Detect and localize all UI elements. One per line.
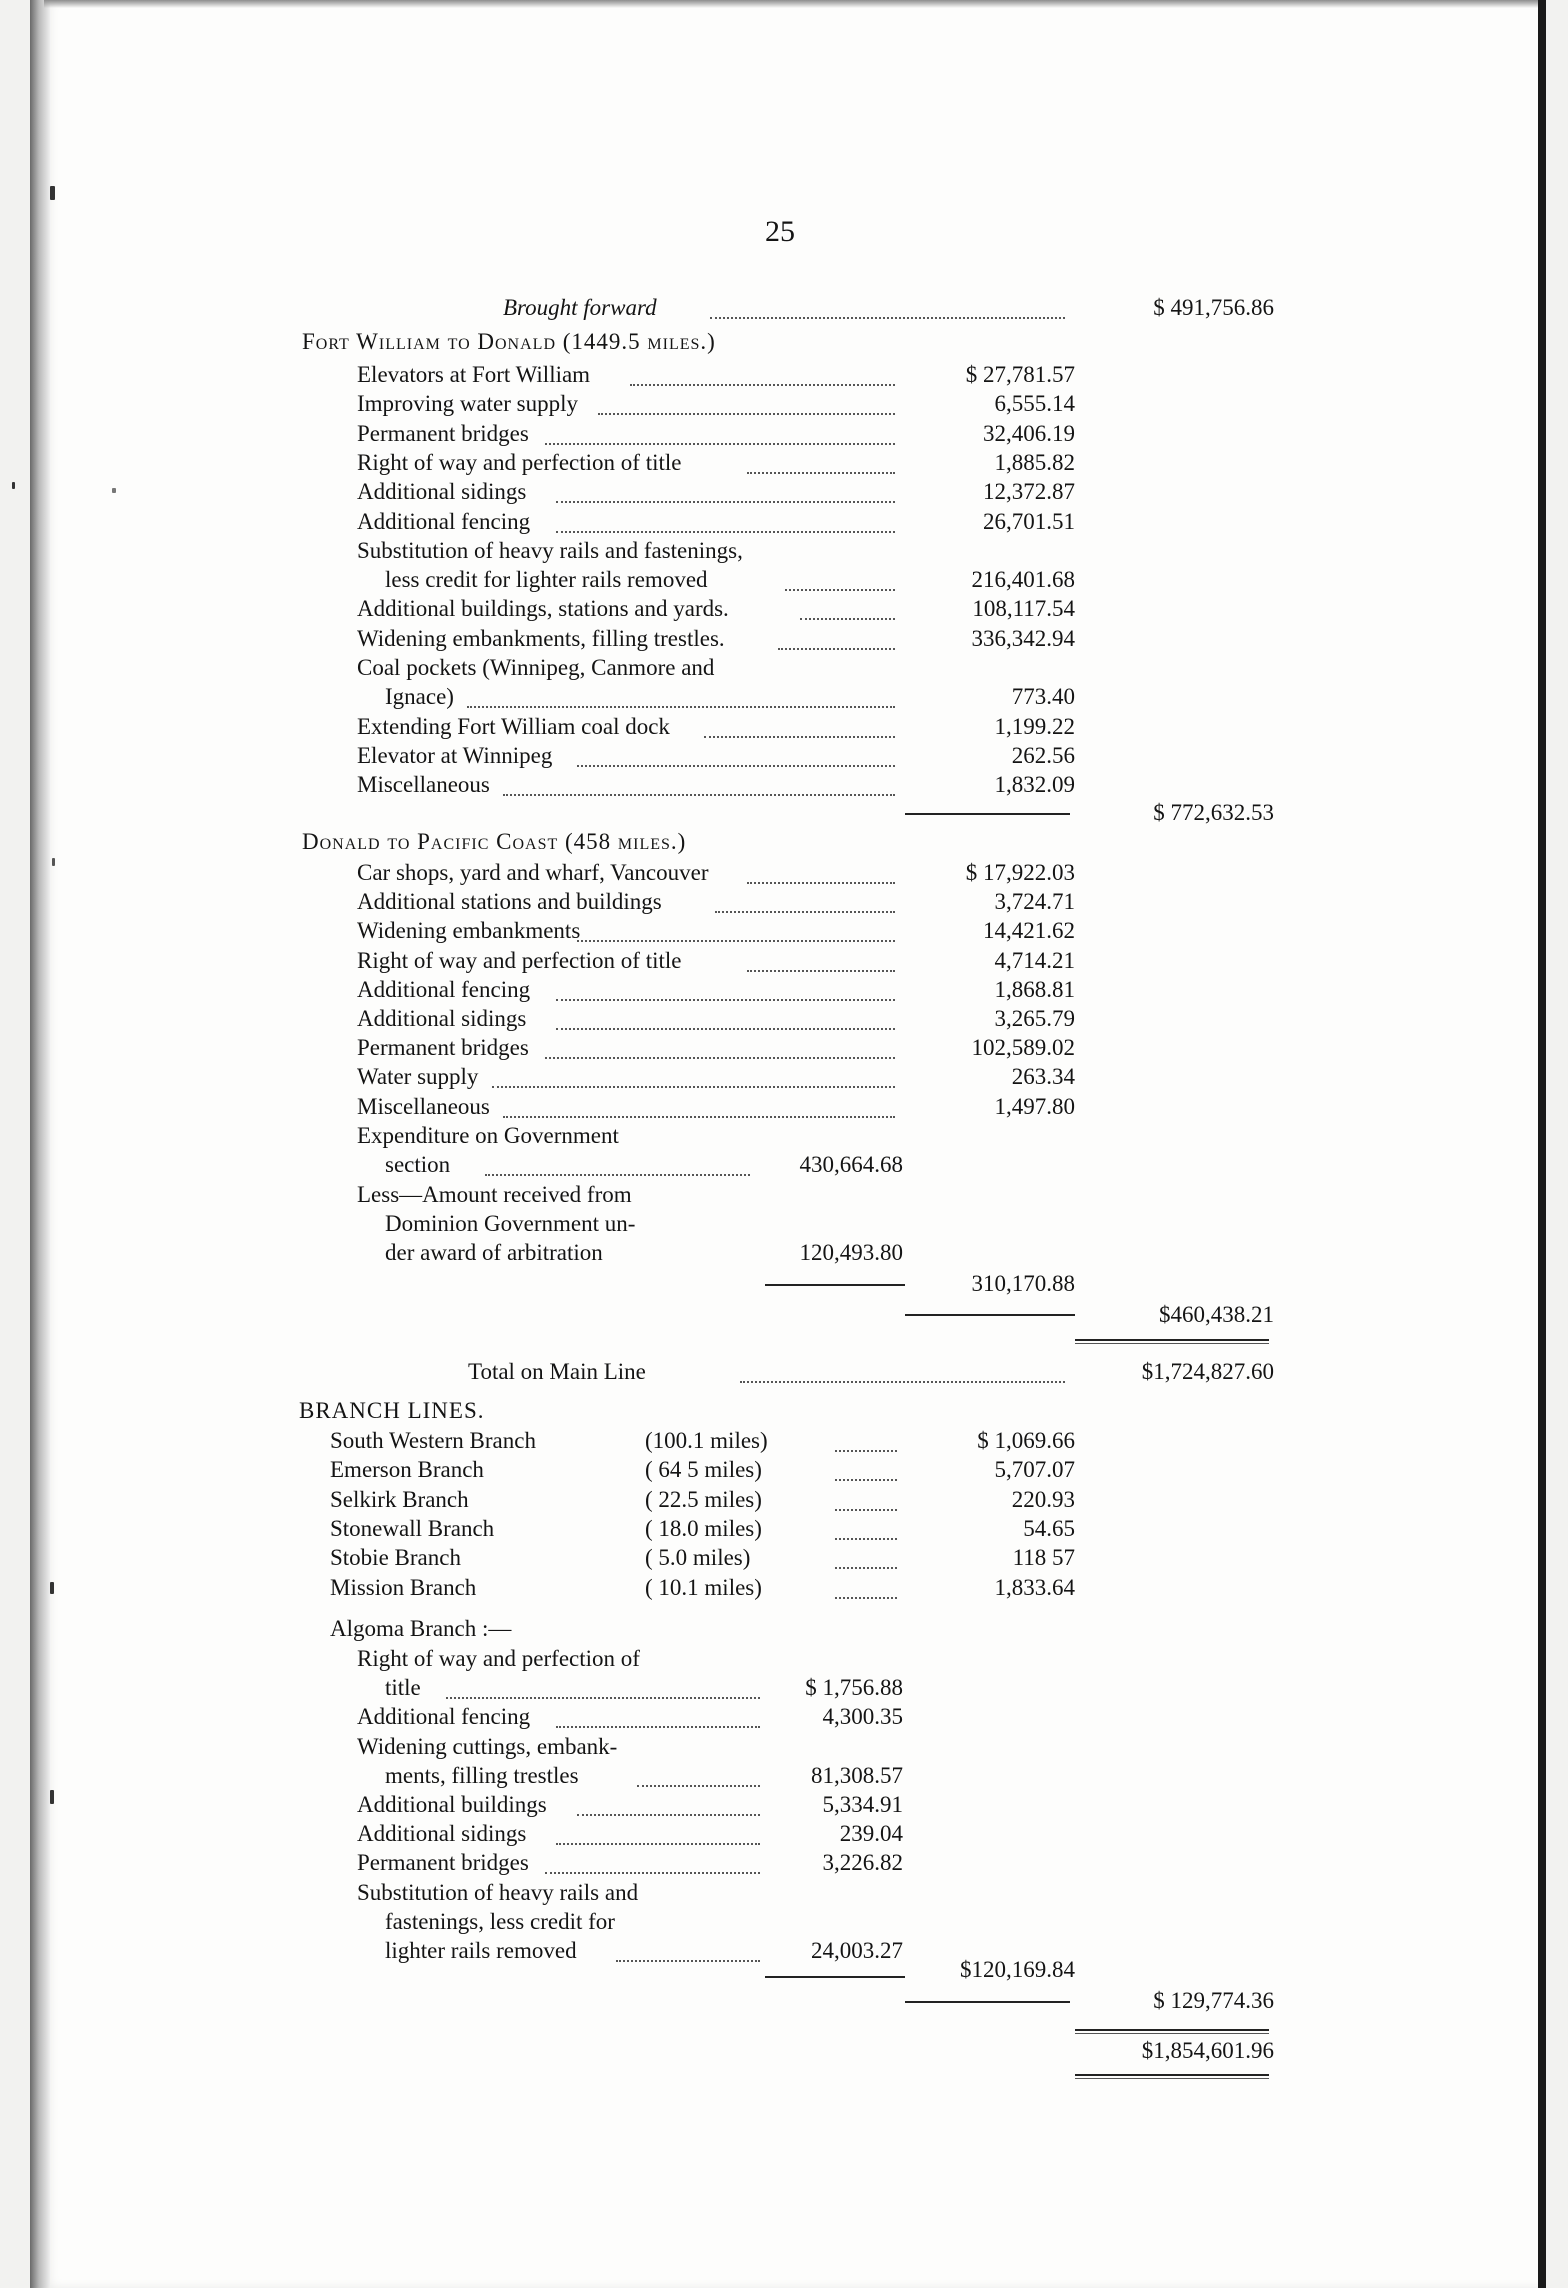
gov-expenditure-line1: Expenditure on Government <box>357 1123 619 1148</box>
line-item-label: Elevator at Winnipeg <box>357 743 553 768</box>
line-item-amount: 1,868.81 <box>994 977 1075 1002</box>
algoma-item-label: Widening cuttings, embank- <box>357 1734 618 1759</box>
line-item-amount: 1,199.22 <box>994 714 1075 739</box>
gov-expenditure-amount: 430,664.68 <box>799 1152 903 1177</box>
line-item-amount: 26,701.51 <box>983 509 1075 534</box>
line-item-amount: $ 17,922.03 <box>965 860 1075 885</box>
line-item-label: Additional sidings <box>357 1006 527 1031</box>
algoma-total: $120,169.84 <box>960 1957 1075 1982</box>
branch-name: Selkirk Branch <box>330 1487 469 1512</box>
line-item-amount: 336,342.94 <box>971 626 1075 651</box>
dot-leader <box>446 1697 760 1699</box>
branch-miles: ( 22.5 miles) <box>645 1487 762 1512</box>
dot-leader <box>747 472 895 474</box>
line-item-label: Miscellaneous <box>357 772 490 797</box>
dot-leader <box>616 1960 760 1962</box>
dot-leader <box>835 1538 897 1540</box>
page-number: 25 <box>765 215 795 248</box>
line-item-amount: 263.34 <box>1011 1064 1075 1089</box>
line-item-amount: 1,832.09 <box>994 772 1075 797</box>
dot-leader <box>545 1872 760 1874</box>
branch-amount: 5,707.07 <box>994 1457 1075 1482</box>
line-item-amount: 32,406.19 <box>983 421 1075 446</box>
grand-total-rule <box>1075 2029 1269 2034</box>
algoma-item-amount: 3,226.82 <box>822 1850 903 1875</box>
algoma-item-amount: 5,334.91 <box>822 1792 903 1817</box>
algoma-branch-heading: Algoma Branch :— <box>330 1616 512 1641</box>
grand-total: $1,854,601.96 <box>1141 2038 1274 2063</box>
main-line-total-amount: $1,724,827.60 <box>1141 1359 1274 1384</box>
dot-leader <box>598 413 895 415</box>
less-amount-line2: Dominion Government un- <box>385 1211 636 1236</box>
dot-leader <box>577 940 895 942</box>
section2-inner-rule <box>765 1284 905 1286</box>
line-item-label: Permanent bridges <box>357 421 529 446</box>
dot-leader <box>556 1726 760 1728</box>
line-item-label: Additional buildings, stations and yards. <box>357 596 729 621</box>
section-heading-donald: Donald to Pacific Coast (458 miles.) <box>302 829 687 854</box>
section-heading-fort-william: Fort William to Donald (1449.5 miles.) <box>302 329 716 354</box>
section2-total: $460,438.21 <box>1159 1302 1274 1327</box>
dot-leader <box>835 1567 897 1569</box>
branch-miles: ( 5.0 miles) <box>645 1545 751 1570</box>
algoma-item-amount: 4,300.35 <box>822 1704 903 1729</box>
dot-leader <box>710 317 1065 319</box>
section1-total: $ 772,632.53 <box>1153 800 1274 825</box>
line-item-amount: 773.40 <box>1011 684 1075 709</box>
algoma-item-label: fastenings, less credit for <box>385 1909 615 1934</box>
dot-leader <box>637 1785 760 1787</box>
dot-leader <box>556 531 895 533</box>
brought-forward-amount: $ 491,756.86 <box>1153 295 1274 320</box>
dot-leader <box>704 736 895 738</box>
branch-amount: 220.93 <box>1011 1487 1075 1512</box>
line-item-amount: 4,714.21 <box>994 948 1075 973</box>
line-item-label: less credit for lighter rails removed <box>385 567 708 592</box>
branch-lines-heading: BRANCH LINES. <box>299 1398 485 1423</box>
dot-leader <box>545 1057 895 1059</box>
line-item-label: Additional sidings <box>357 479 527 504</box>
page-top-edge <box>44 0 1544 8</box>
algoma-item-label: Additional buildings <box>357 1792 547 1817</box>
scan-speck <box>50 186 55 200</box>
brought-forward-label: Brought forward <box>503 295 657 320</box>
line-item-label: Additional fencing <box>357 977 531 1002</box>
dot-leader <box>835 1509 897 1511</box>
dot-leader <box>747 970 895 972</box>
branch-amount: 118 57 <box>1012 1545 1075 1570</box>
branch-amount: $ 1,069.66 <box>977 1428 1075 1453</box>
dot-leader <box>485 1174 750 1176</box>
branch-name: Mission Branch <box>330 1575 477 1600</box>
branch-miles: (100.1 miles) <box>645 1428 768 1453</box>
line-item-label: Car shops, yard and wharf, Vancouver <box>357 860 709 885</box>
grand-total-double-rule <box>1075 2074 1269 2079</box>
line-item-label: Miscellaneous <box>357 1094 490 1119</box>
section2-subtotal-rule <box>905 1314 1075 1316</box>
branch-miles: ( 10.1 miles) <box>645 1575 762 1600</box>
line-item-amount: 1,497.80 <box>994 1094 1075 1119</box>
algoma-item-label: lighter rails removed <box>385 1938 577 1963</box>
dot-leader <box>785 589 895 591</box>
scan-speck <box>50 1582 54 1594</box>
algoma-item-label: Additional sidings <box>357 1821 527 1846</box>
line-item-amount: 1,885.82 <box>994 450 1075 475</box>
less-amount-line1: Less—Amount received from <box>357 1182 632 1207</box>
scan-speck <box>12 482 15 489</box>
line-item-amount: 3,265.79 <box>994 1006 1075 1031</box>
scan-speck <box>112 488 116 493</box>
line-item-label: Additional stations and buildings <box>357 889 662 914</box>
dot-leader <box>545 443 895 445</box>
scan-speck <box>50 1790 54 1804</box>
branch-amount: 54.65 <box>1023 1516 1075 1541</box>
line-item-label: Additional fencing <box>357 509 531 534</box>
line-item-amount: 262.56 <box>1011 743 1075 768</box>
line-item-label: Right of way and perfection of title <box>357 450 682 475</box>
dot-leader <box>835 1597 897 1599</box>
algoma-item-label: title <box>385 1675 421 1700</box>
dot-leader <box>715 911 895 913</box>
book-binding <box>30 0 50 2288</box>
algoma-item-label: Right of way and perfection of <box>357 1646 640 1671</box>
line-item-label: Ignace) <box>385 684 454 709</box>
line-item-amount: 102,589.02 <box>971 1035 1075 1060</box>
algoma-inner-rule <box>765 1976 905 1978</box>
dot-leader <box>492 1086 895 1088</box>
algoma-item-amount: $ 1,756.88 <box>805 1675 903 1700</box>
algoma-item-amount: 24,003.27 <box>811 1938 903 1963</box>
dot-leader <box>467 706 895 708</box>
line-item-amount: $ 27,781.57 <box>965 362 1075 387</box>
line-item-amount: 6,555.14 <box>994 391 1075 416</box>
line-item-amount: 14,421.62 <box>983 918 1075 943</box>
dot-leader <box>835 1450 897 1452</box>
line-item-label: Coal pockets (Winnipeg, Canmore and <box>357 655 715 680</box>
line-item-label: Water supply <box>357 1064 479 1089</box>
branch-total: $ 129,774.36 <box>1153 1988 1274 2013</box>
line-item-label: Permanent bridges <box>357 1035 529 1060</box>
algoma-item-amount: 81,308.57 <box>811 1763 903 1788</box>
line-item-label: Substitution of heavy rails and fastenings, <box>357 538 743 563</box>
dot-leader <box>556 999 895 1001</box>
dot-leader <box>778 648 895 650</box>
dot-leader <box>740 1381 1065 1383</box>
line-item-label: Right of way and perfection of title <box>357 948 682 973</box>
branch-amount: 1,833.64 <box>994 1575 1075 1600</box>
line-item-amount: 12,372.87 <box>983 479 1075 504</box>
line-item-amount: 3,724.71 <box>994 889 1075 914</box>
dot-leader <box>800 618 895 620</box>
line-item-label: Widening embankments <box>357 918 581 943</box>
algoma-item-amount: 239.04 <box>839 1821 903 1846</box>
dot-leader <box>630 384 895 386</box>
algoma-item-label: Substitution of heavy rails and <box>357 1880 639 1905</box>
dot-leader <box>556 1843 760 1845</box>
page-right-edge <box>1538 0 1546 2288</box>
main-line-total-label: Total on Main Line <box>468 1359 646 1384</box>
algoma-item-label: Additional fencing <box>357 1704 531 1729</box>
algoma-item-label: ments, filling trestles <box>385 1763 579 1788</box>
dot-leader <box>835 1479 897 1481</box>
line-item-amount: 108,117.54 <box>972 596 1075 621</box>
branch-name: Stobie Branch <box>330 1545 461 1570</box>
dot-leader <box>747 882 895 884</box>
scan-speck <box>52 858 55 866</box>
dot-leader <box>503 1116 895 1118</box>
dot-leader <box>556 1028 895 1030</box>
branch-name: South Western Branch <box>330 1428 536 1453</box>
gov-expenditure-line2: section <box>385 1152 451 1177</box>
section1-subtotal-rule <box>905 813 1070 815</box>
line-item-label: Widening embankments, filling trestles. <box>357 626 725 651</box>
dot-leader <box>577 1814 760 1816</box>
line-item-label: Extending Fort William coal dock <box>357 714 670 739</box>
branch-name: Emerson Branch <box>330 1457 484 1482</box>
line-item-label: Elevators at Fort William <box>357 362 591 387</box>
main-line-rule <box>1075 1339 1269 1344</box>
dot-leader <box>556 501 895 503</box>
dot-leader <box>577 765 895 767</box>
branch-miles: ( 64 5 miles) <box>645 1457 762 1482</box>
dot-leader <box>503 794 895 796</box>
less-amount: 120,493.80 <box>799 1240 903 1265</box>
section2-net-amount: 310,170.88 <box>971 1271 1075 1296</box>
line-item-amount: 216,401.68 <box>971 567 1075 592</box>
algoma-item-label: Permanent bridges <box>357 1850 529 1875</box>
less-amount-line3: der award of arbitration <box>385 1240 603 1265</box>
branch-subtotal-rule <box>905 2001 1070 2003</box>
line-item-label: Improving water supply <box>357 391 579 416</box>
branch-name: Stonewall Branch <box>330 1516 495 1541</box>
branch-miles: ( 18.0 miles) <box>645 1516 762 1541</box>
